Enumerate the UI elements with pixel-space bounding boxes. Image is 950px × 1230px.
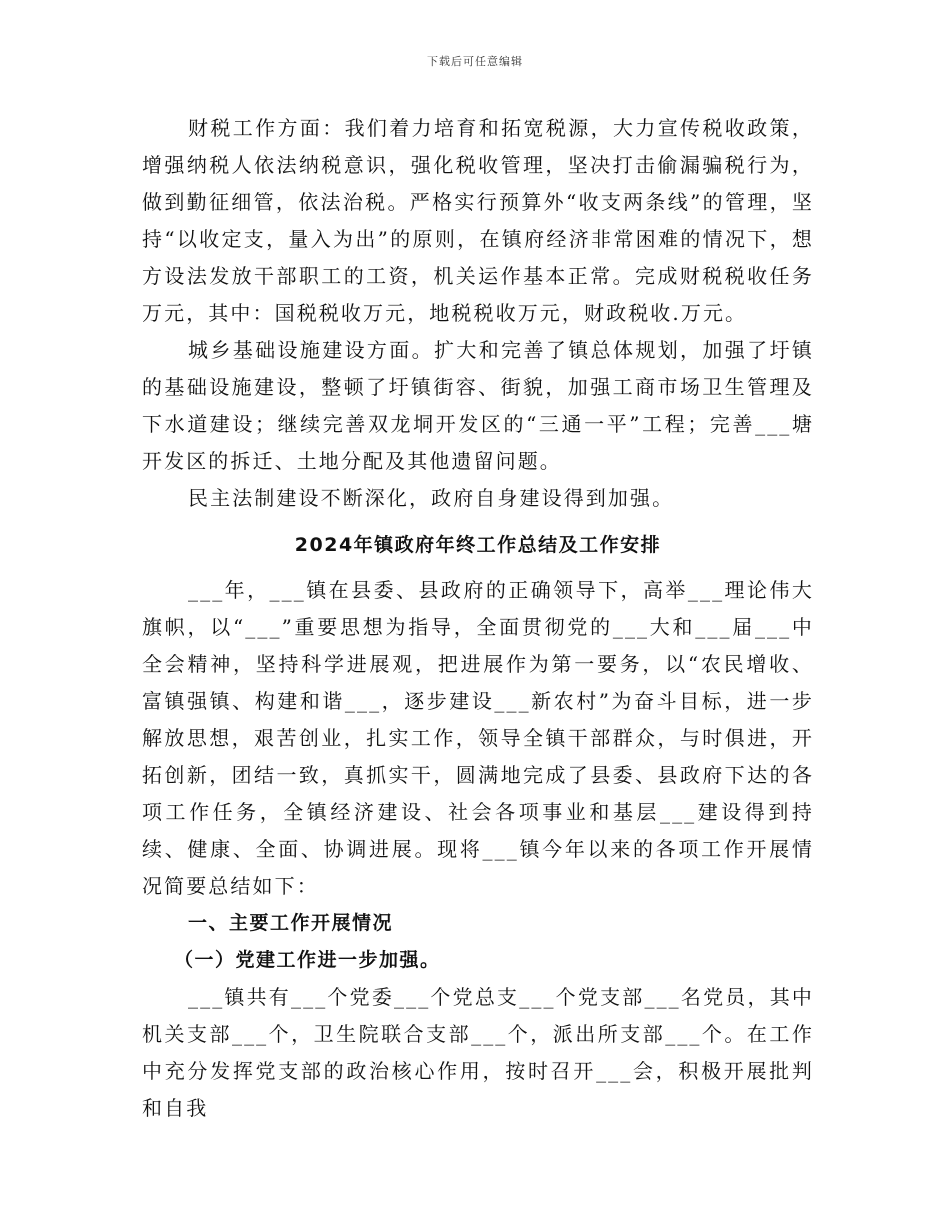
document-body <box>142 110 814 1127</box>
page-header-note: 下载后可任意编辑 <box>427 55 523 68</box>
subsection-heading-party-building: （一）党建工作进一步加强。 <box>174 949 441 971</box>
paragraph-party-branches: ___镇共有___个党委___个党总支___个党支部___名党员，其中机关支部___个，卫生院联合支部___个，派出所支部___个。在工作中充分发挥党支部的政治核心作用，按时召开___会，积极开展批判和自我 <box>142 985 814 1120</box>
section-heading-main-work: 一、主要工作开展情况 <box>188 912 394 934</box>
paragraph-summary-intro: ___年，___镇在县委、县政府的正确领导下，高举___理论伟大旗帜，以“___”重要思想为指导，全面贯彻党的___大和___届___中全会精神，坚持科学进展观，把进展作为第一要务，以“农民增收、富镇强镇、构建和谐___，逐步建设___新农村”为奋斗目标，进一步解放思想，艰苦创业，扎实工作，领导全镇干部群众，与时俱进，开拓创新，团结一致，真抓实干，圆满地完成了县委、县政府下达的各项工作任务，全镇经济建设、社会各项事业和基层___建设得到持续、健康、全面、协调进展。现将___镇今年以来的各项工作开展情况简要总结如下： <box>142 578 814 898</box>
paragraph-legal-construction: 民主法制建设不断深化，政府自身建设得到加强。 <box>188 486 675 510</box>
paragraph-finance-tax: 财税工作方面：我们着力培育和拓宽税源，大力宣传税收政策，增强纳税人依法纳税意识，强化税收管理，坚决打击偷漏骗税行为，做到勤征细管，依法治税。严格实行预算外“收支两条线”的管理，坚持“以收定支，量入为出”的原则，在镇府经济非常困难的情况下，想方设法发放干部职工的工资，机关运作基本正常。完成财税税收任务万元，其中：国税税收万元，地税税收万元，财政税收.万元。 <box>142 116 814 325</box>
paragraph-infrastructure: 城乡基础设施建设方面。扩大和完善了镇总体规划，加强了圩镇的基础设施建设，整顿了圩镇街容、街貌，加强工商市场卫生管理及下水道建设；继续完善双龙垌开发区的“三通一平”工程；完善___塘开发区的拆迁、土地分配及其他遗留问题。 <box>142 338 814 473</box>
document-title: 2024年镇政府年终工作总结及工作安排 <box>294 534 662 556</box>
